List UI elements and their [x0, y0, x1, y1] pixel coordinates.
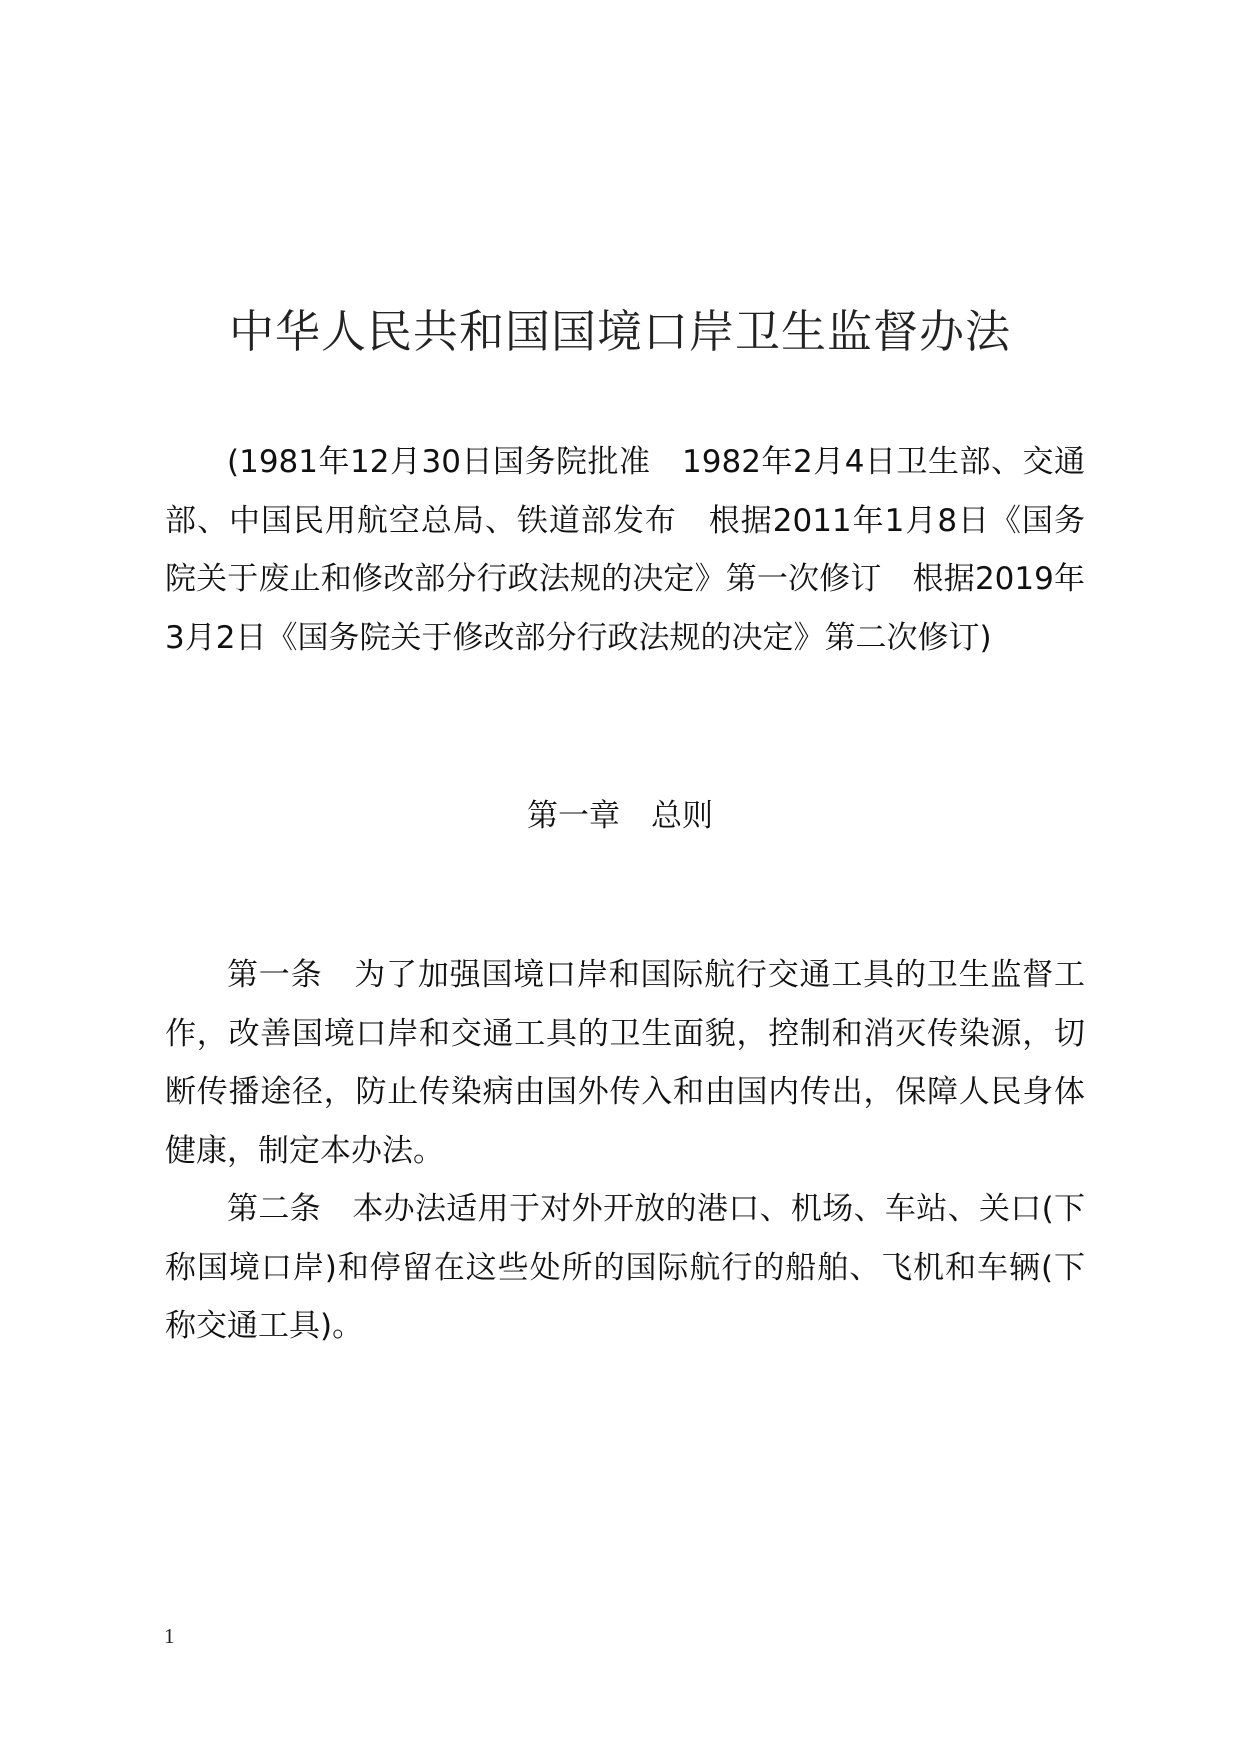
document-title: 中华人民共和国国境口岸卫生监督办法: [228, 305, 1011, 358]
article-1: 第一条 为了加强国境口岸和国际航行交通工具的卫生监督工作，改善国境口岸和交通工具的卫生面貌，控制和消灭传染源，切断传播途径，防止传染病由国外传入和由国内传出，保障人民身体健康，制定本办法。: [165, 957, 1085, 1169]
history-note-block: [165, 433, 1085, 667]
articles-block: [165, 946, 1085, 1356]
article-2: 第二条 本办法适用于对外开放的港口、机场、车站、关口(下称国境口岸)和停留在这些处所的国际航行的船舶、飞机和车辆(下称交通工具)。: [165, 1191, 1085, 1344]
page-number: 1: [164, 1624, 175, 1648]
chapter-heading: 第一章 总则: [527, 798, 713, 834]
history-note: (1981年12月30日国务院批准 1982年2月4日卫生部、交通部、中国民用航空总局、铁道部发布 根据2011年1月8日《国务院关于废止和修改部分行政法规的决定》第一次修订 根据2019年3月2日《国务院关于修改部分行政法规的决定》第二次修订): [165, 444, 1085, 656]
